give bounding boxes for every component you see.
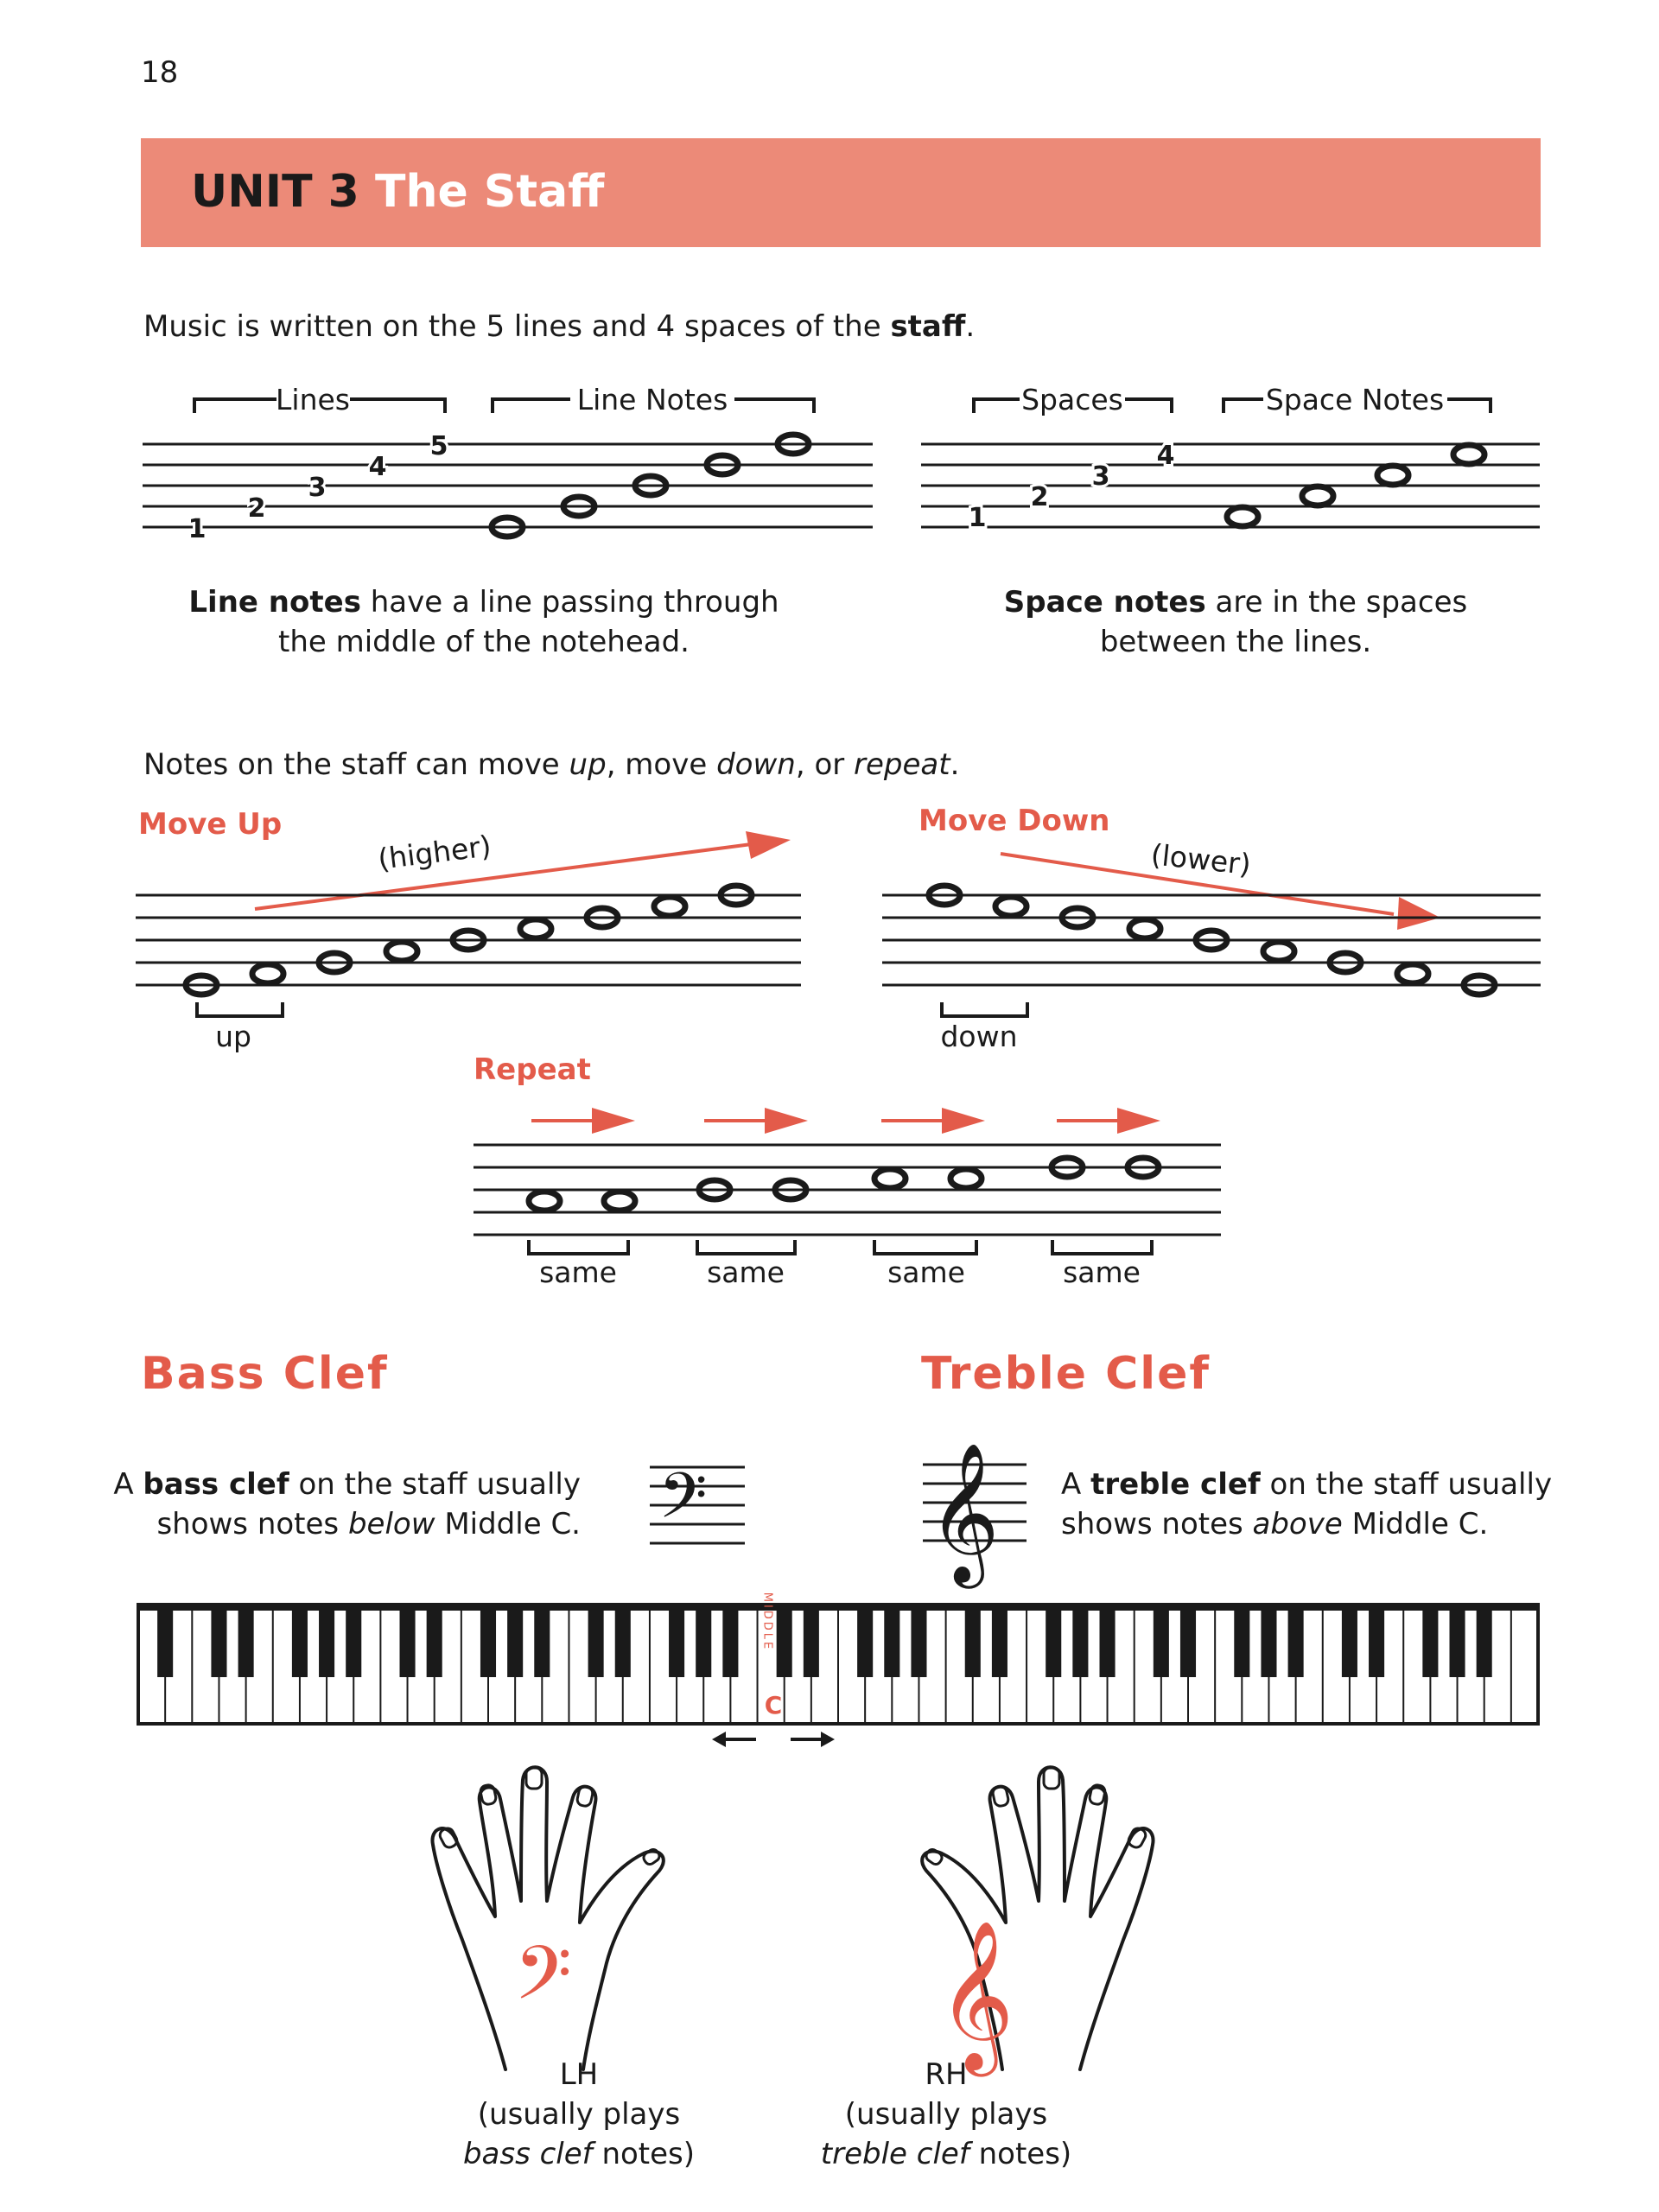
space-notes-bracket-label: Space Notes [1265,383,1445,416]
treble-text-c: shows notes [1061,1507,1253,1541]
down-arrow-head [1397,897,1440,930]
black-key [1072,1606,1088,1677]
black-key [1422,1606,1438,1677]
black-key [722,1606,738,1677]
same-bracket [1052,1240,1152,1254]
space-notes-caption-bold: Space notes [1003,585,1206,620]
black-key [238,1606,254,1677]
bass-text-b: on the staff usually [289,1467,581,1502]
right-hand-italic: treble clef [820,2137,969,2171]
unit-label: UNIT 3 [191,166,359,218]
black-key [965,1606,981,1677]
intro-text-end: . [965,309,976,344]
spaces-staff-diagram [916,372,1555,562]
down-bracket-label: down [940,1020,1018,1053]
black-key [1154,1606,1169,1677]
bass-text-d: Middle C. [435,1507,581,1541]
middle-label: MIDDLE [760,1592,774,1652]
right-arrow-icon [592,1108,635,1134]
motion-text-b: , move [606,747,717,782]
black-key [857,1606,873,1677]
right-arrow-icon [942,1108,985,1134]
space-notes-caption-line1 [890,582,1581,622]
space-number-1: 1 [968,503,987,533]
repeat-staff [471,1093,1231,1300]
whole-note [252,964,283,983]
space-notes-caption-line2: between the lines. [1099,625,1372,659]
black-key [1100,1606,1116,1677]
bass-clef-heading: Bass Clef [141,1348,389,1400]
bass-text-c: shows notes [156,1507,348,1541]
whole-note [604,1192,635,1211]
black-key [1046,1606,1061,1677]
black-key [1369,1606,1384,1677]
left-hand-caption [397,2055,760,2174]
left-hand-label: LH [559,2057,599,2092]
black-key [1180,1606,1196,1677]
black-key [319,1606,334,1677]
black-key [911,1606,926,1677]
page-title [191,166,604,218]
black-key [427,1606,442,1677]
intro-text [143,307,975,346]
whole-note [1227,507,1258,526]
treble-clef-heading: Treble Clef [921,1348,1211,1400]
line-number-2: 2 [247,493,266,524]
whole-note [654,897,685,916]
treble-clef-staff [916,1426,1037,1590]
black-key [1477,1606,1492,1677]
whole-note [874,1169,906,1188]
up-bracket [197,1002,283,1016]
line-number-5: 5 [429,431,448,461]
whole-note [1302,486,1333,505]
black-key [669,1606,684,1677]
treble-clef-description [1061,1465,1552,1544]
black-key [588,1606,604,1677]
bass-clef-description-line2 [113,1504,581,1544]
whole-note [520,919,551,938]
bass-text-a: A [113,1467,143,1502]
lower-annotation: (lower) [1149,837,1253,882]
unit-title: The Staff [374,166,605,218]
treble-text-a: A [1061,1467,1091,1502]
treble-text-b: on the staff usually [1260,1467,1553,1502]
line-notes-caption-bold: Line notes [188,585,361,620]
right-hand-illustration [795,1763,1158,2074]
left-hand-caption-line3 [397,2134,760,2174]
move-up-heading: Move Up [138,807,283,842]
bass-clef-description-line1 [113,1465,581,1504]
space-number-4: 4 [1156,441,1175,471]
same-label: same [539,1255,617,1289]
whole-note [1377,466,1408,485]
right-hand-caption-line3 [765,2134,1128,2174]
intro-text-a: Music is written on the 5 lines and 4 spaces of the [143,309,891,344]
right-arrow-icon [1117,1108,1160,1134]
black-key [777,1606,792,1677]
left-hand-caption-line2: (usually plays [477,2097,681,2132]
whole-note [995,897,1027,916]
whole-note [529,1192,560,1211]
whole-note [1453,445,1484,464]
up-arrow [255,842,765,909]
left-arrow-icon [712,1732,726,1747]
treble-clef-icon: 𝄞 [938,1920,1014,2070]
page-number: 18 [141,55,179,90]
black-key [884,1606,899,1677]
motion-intro-text [143,745,959,785]
black-key [534,1606,550,1677]
line-number-3: 3 [308,473,327,503]
motion-text-up: up [569,747,607,782]
treble-clef-description-line1 [1061,1465,1552,1504]
black-key [615,1606,631,1677]
black-key [804,1606,819,1677]
black-key [1450,1606,1465,1677]
motion-text-repeat: repeat [854,747,950,782]
space-notes-caption-rest: are in the spaces [1205,585,1468,620]
black-key [992,1606,1007,1677]
move-up-staff [134,830,808,1054]
same-label: same [887,1255,965,1289]
black-key [400,1606,416,1677]
treble-text-italic: above [1252,1507,1343,1541]
up-bracket-label: up [215,1020,251,1053]
line-notes-bracket-label: Line Notes [576,383,728,416]
bass-clef-icon: 𝄢 [514,1929,572,2035]
whole-note [1129,919,1160,938]
same-bracket [874,1240,976,1254]
whole-note [386,942,417,961]
space-notes-caption [890,582,1581,662]
same-bracket [697,1240,795,1254]
treble-clef-icon: 𝄞 [928,1442,1000,1583]
motion-text-d: . [950,747,960,782]
bass-clef-icon: 𝄢 [658,1459,708,1548]
motion-text-c: , or [795,747,855,782]
right-hand-rest: notes) [969,2137,1072,2171]
lines-staff-diagram [138,372,881,562]
black-key [292,1606,308,1677]
line-notes-caption [138,582,830,662]
motion-text-a: Notes on the staff can move [143,747,569,782]
whole-note [950,1169,982,1188]
right-hand-label: RH [925,2057,968,2092]
right-hand-caption [765,2055,1128,2174]
space-number-3: 3 [1091,461,1110,492]
left-hand-rest: notes) [592,2137,696,2171]
treble-clef-description-line2 [1061,1504,1552,1544]
repeat-heading: Repeat [474,1052,591,1087]
line-notes-caption-line2: the middle of the notehead. [278,625,690,659]
black-key [1234,1606,1249,1677]
piano-keyboard [137,1592,1545,1732]
higher-annotation: (higher) [376,829,493,876]
black-key [480,1606,496,1677]
same-bracket [529,1240,628,1254]
black-key [157,1606,173,1677]
right-hand-caption-line2: (usually plays [844,2097,1048,2132]
middle-c-arrows [709,1726,847,1752]
bass-text-bold: bass clef [143,1467,289,1502]
motion-text-down: down [716,747,796,782]
down-bracket [942,1002,1027,1016]
right-arrow-icon [821,1732,835,1747]
bass-text-italic: below [347,1507,435,1541]
black-key [507,1606,523,1677]
black-key [1261,1606,1276,1677]
line-number-1: 1 [188,514,207,544]
black-key [211,1606,226,1677]
line-notes-caption-line1 [138,582,830,622]
spaces-bracket-label: Spaces [1021,383,1123,416]
treble-text-bold: treble clef [1090,1467,1261,1502]
line-number-4: 4 [368,452,387,482]
whole-note [1263,942,1294,961]
move-down-heading: Move Down [918,804,1110,838]
treble-text-d: Middle C. [1342,1507,1489,1541]
up-arrow-head [746,831,791,859]
black-key [346,1606,361,1677]
right-arrow-icon [765,1108,808,1134]
move-down-staff [877,830,1551,1054]
bass-clef-description [113,1465,581,1544]
same-label: same [707,1255,785,1289]
intro-text-bold: staff [890,309,966,344]
black-key [1288,1606,1304,1677]
whole-note [1397,964,1428,983]
middle-c-label: C [764,1691,783,1719]
space-number-2: 2 [1030,482,1049,512]
bass-clef-staff [648,1460,752,1555]
lines-bracket-label: Lines [276,383,350,416]
unit-header [141,138,1541,247]
same-label: same [1063,1255,1141,1289]
black-key [696,1606,711,1677]
left-hand-italic: bass clef [462,2137,593,2171]
line-notes-caption-rest: have a line passing through [360,585,779,620]
black-key [1342,1606,1357,1677]
left-hand-illustration [428,1763,791,2074]
